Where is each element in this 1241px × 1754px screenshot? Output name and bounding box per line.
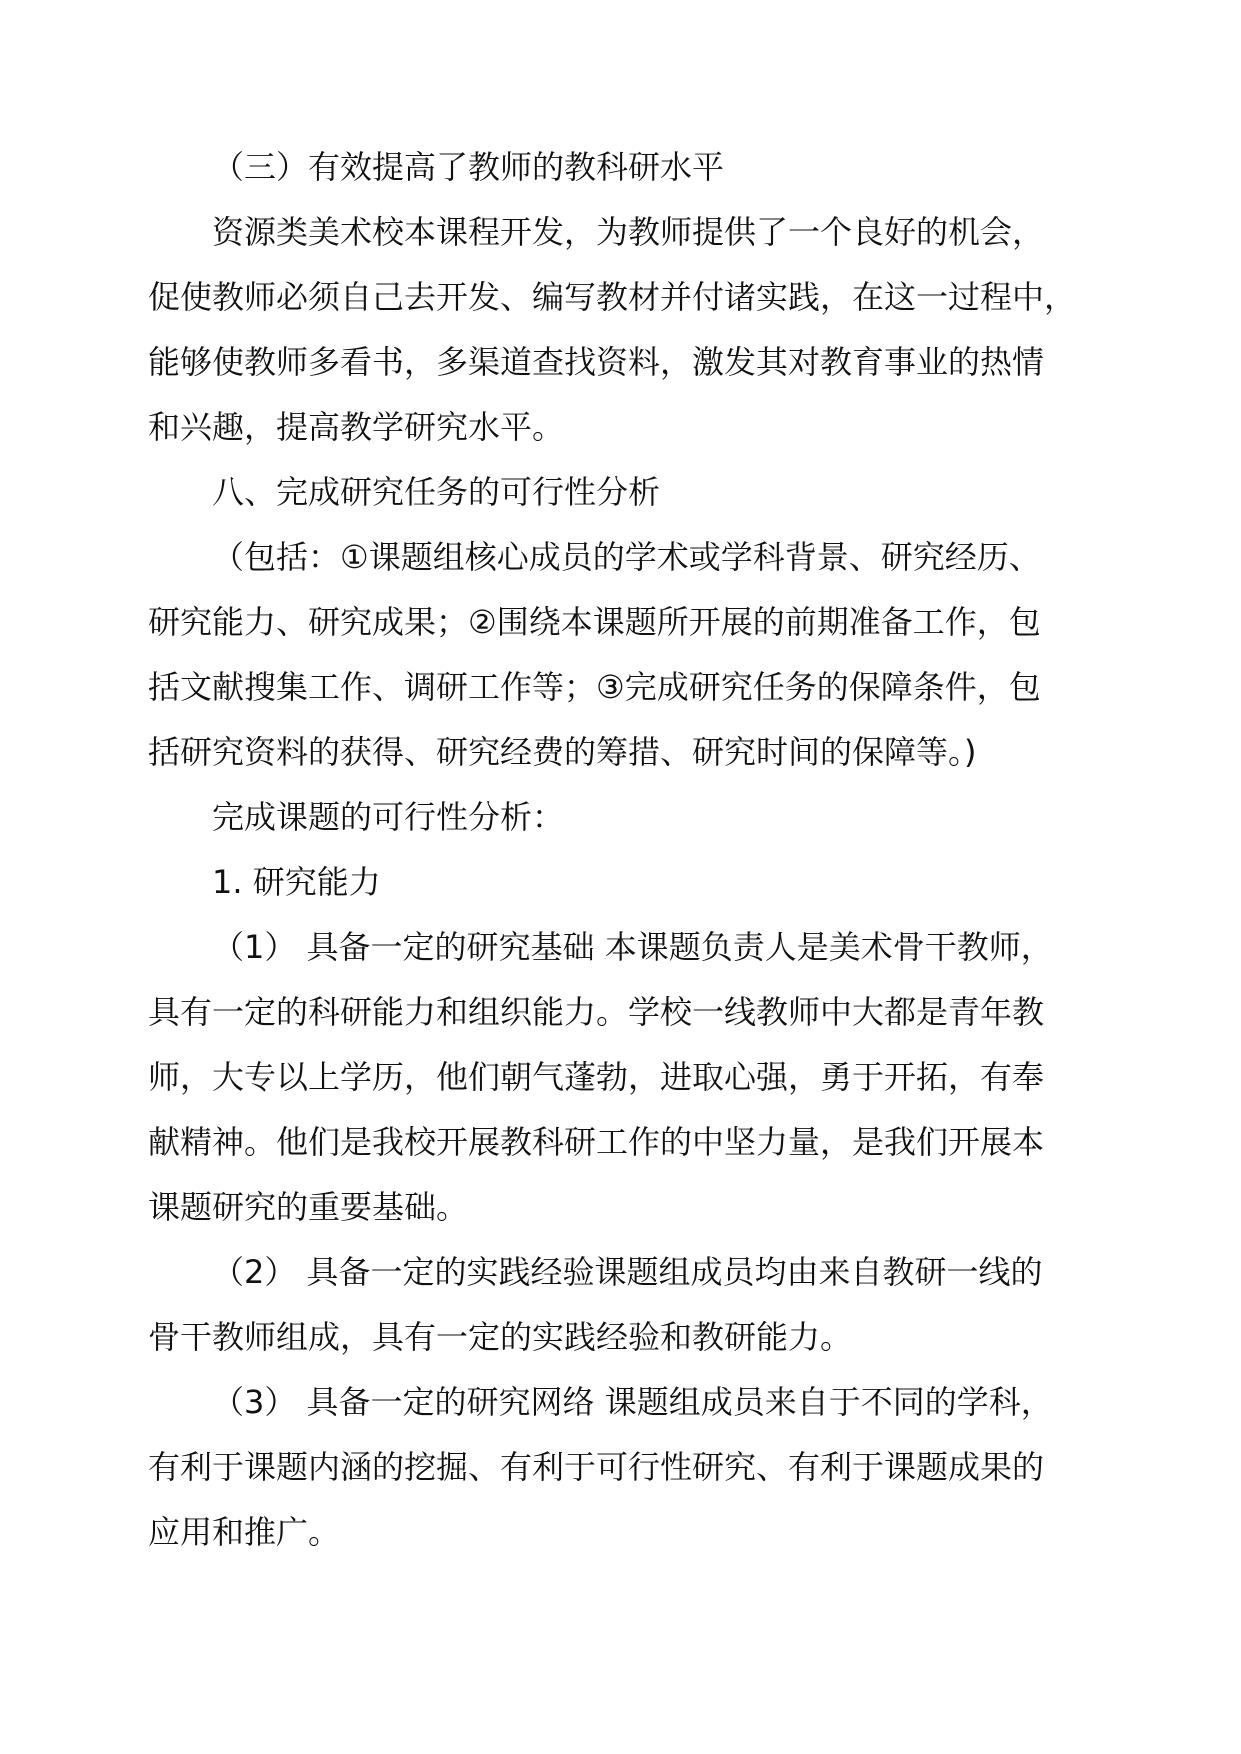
text-line: 八、完成研究任务的可行性分析 bbox=[212, 473, 661, 511]
paragraph-item-3 bbox=[148, 1370, 1093, 1565]
paragraph-section-8 bbox=[148, 460, 1093, 525]
paragraph-para-feasibility bbox=[148, 785, 1093, 850]
text-line: 应用和推广。 bbox=[148, 1513, 341, 1551]
text-line: 完成课题的可行性分析： bbox=[212, 798, 565, 836]
text-line: 师，大专以上学历，他们朝气蓬勃，进取心强，勇于开拓，有奉 bbox=[148, 1058, 1045, 1096]
text-line: 具有一定的科研能力和组织能力。学校一线教师中大都是青年教 bbox=[148, 993, 1045, 1031]
text-line: 献精神。他们是我校开展教科研工作的中坚力量，是我们开展本 bbox=[148, 1123, 1045, 1161]
paragraph-sub-1 bbox=[148, 850, 1093, 915]
text-line: （2） 具备一定的实践经验课题组成员均由来自教研一线的 bbox=[212, 1253, 1043, 1291]
paragraph-para-includes bbox=[148, 525, 1093, 785]
text-line: 1. 研究能力 bbox=[212, 863, 381, 901]
text-line: 和兴趣，提高教学研究水平。 bbox=[148, 408, 565, 446]
text-line: （三）有效提高了教师的教科研水平 bbox=[212, 148, 725, 186]
paragraph-item-1 bbox=[148, 915, 1093, 1240]
text-line: （包括：①课题组核心成员的学术或学科背景、研究经历、 bbox=[212, 538, 1041, 576]
paragraph-para-resource bbox=[148, 200, 1093, 460]
document-body bbox=[148, 135, 1093, 1565]
text-line: 括研究资料的获得、研究经费的筹措、研究时间的保障等。) bbox=[148, 733, 977, 771]
text-line: 括文献搜集工作、调研工作等；③完成研究任务的保障条件，包 bbox=[148, 668, 1041, 706]
text-line: （1） 具备一定的研究基础 本课题负责人是美术骨干教师， bbox=[212, 928, 1053, 966]
text-line: 研究能力、研究成果；②围绕本课题所开展的前期准备工作，包 bbox=[148, 603, 1041, 641]
text-line: 课题研究的重要基础。 bbox=[148, 1188, 469, 1226]
paragraph-item-2 bbox=[148, 1240, 1093, 1370]
text-line: 有利于课题内涵的挖掘、有利于可行性研究、有利于课题成果的 bbox=[148, 1448, 1045, 1486]
paragraph-heading-3 bbox=[148, 135, 1093, 200]
text-line: 资源类美术校本课程开发，为教师提供了一个良好的机会， bbox=[212, 213, 1045, 251]
text-line: 骨干教师组成，具有一定的实践经验和教研能力。 bbox=[148, 1318, 853, 1356]
text-line: 促使教师必须自己去开发、编写教材并付诸实践，在这一过程中， bbox=[148, 278, 1077, 316]
text-line: （3） 具备一定的研究网络 课题组成员来自于不同的学科， bbox=[212, 1383, 1053, 1421]
text-line: 能够使教师多看书，多渠道查找资料，激发其对教育事业的热情 bbox=[148, 343, 1045, 381]
